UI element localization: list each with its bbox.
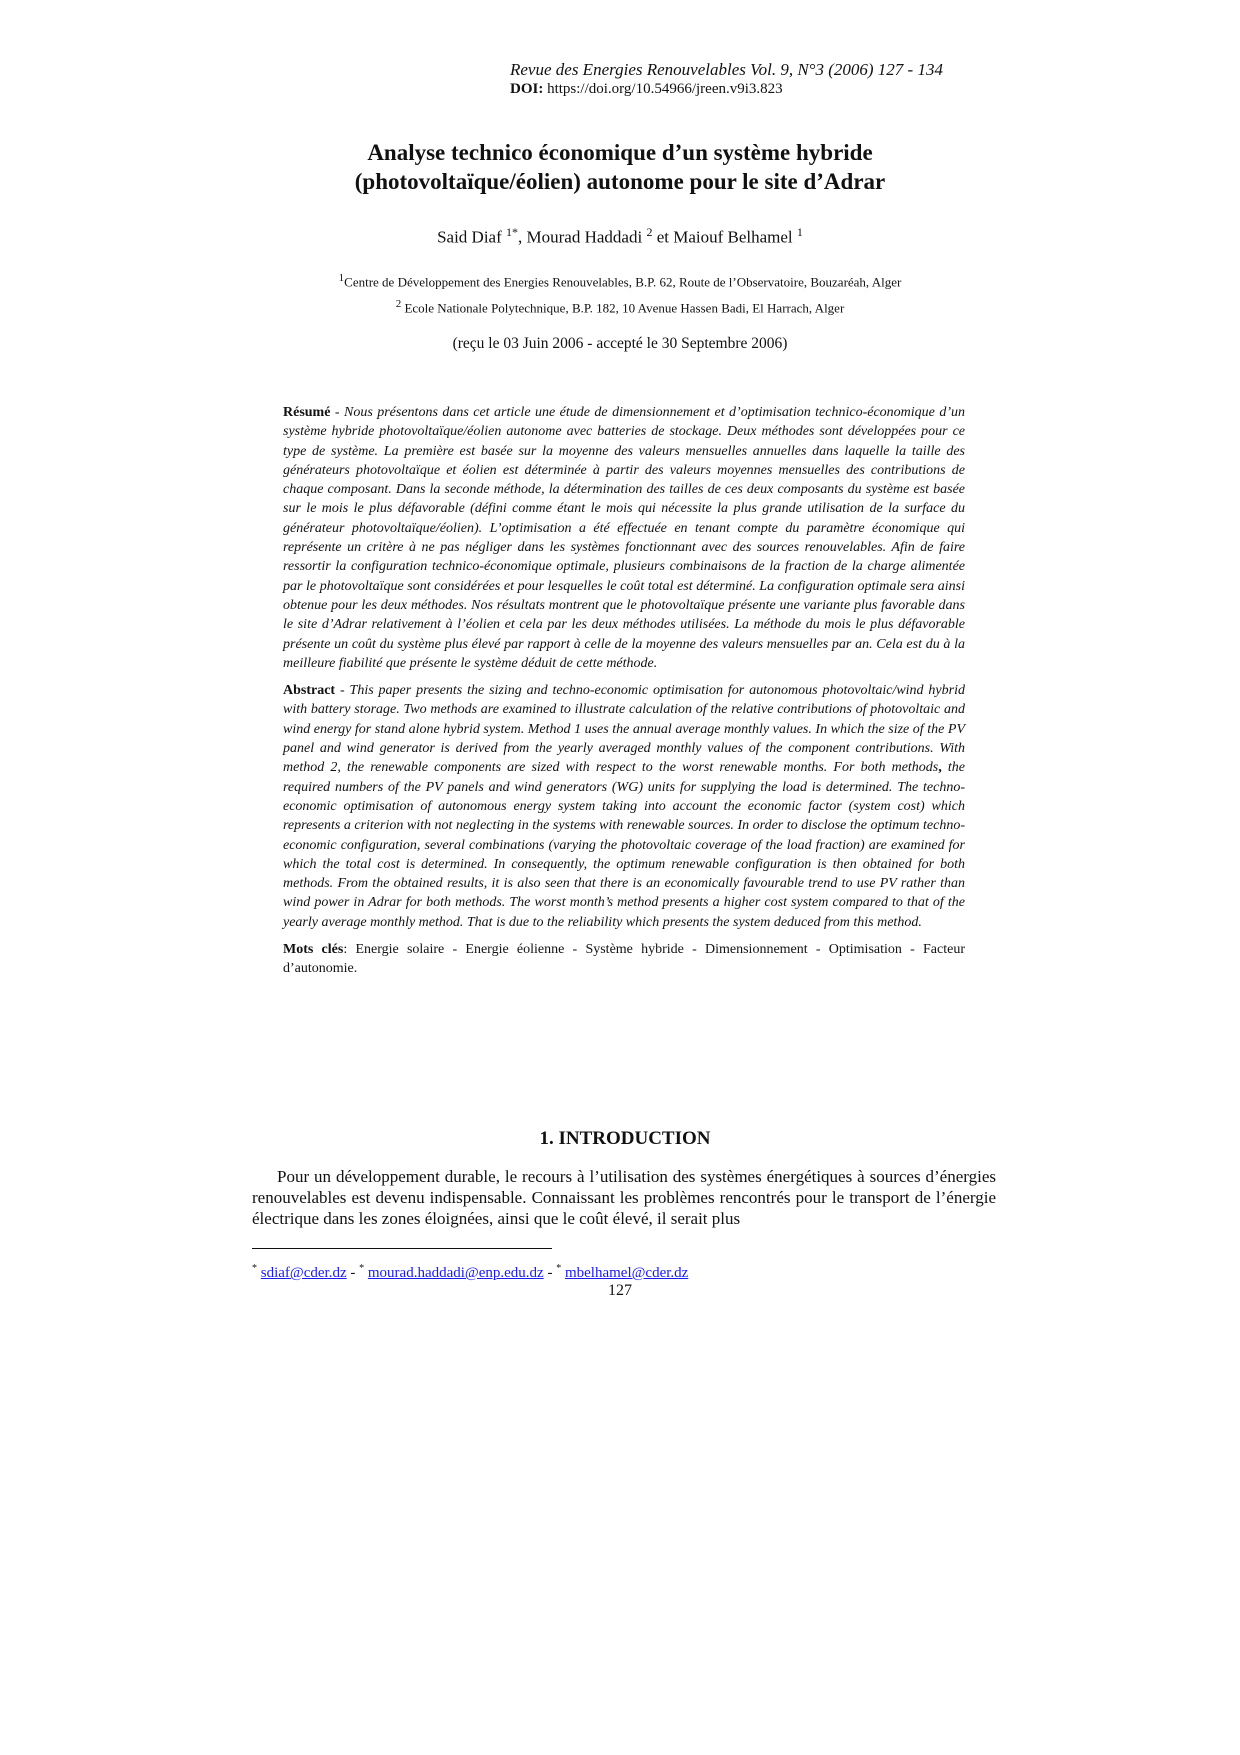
- page-number: 127: [608, 1282, 632, 1299]
- title-line-1: Analyse technico économique d’un système hybride: [367, 140, 873, 165]
- author-affiliation-mark: 2: [646, 225, 653, 239]
- affiliation-item: [250, 293, 990, 319]
- footnote-marker: *: [252, 1263, 257, 1274]
- footnote-marker: *: [556, 1263, 562, 1274]
- doi-value: https://doi.org/10.54966/jreen.v9i3.823: [547, 81, 783, 97]
- keywords-paragraph: [283, 940, 965, 979]
- author-list: [250, 220, 990, 250]
- keywords-label: Mots clés: [283, 942, 344, 958]
- footnote-emails: [252, 1260, 688, 1282]
- author-separator: ,: [518, 227, 527, 247]
- doi-line: [510, 80, 1010, 98]
- author-name: Said Diaf: [437, 227, 502, 247]
- journal-header: [510, 60, 1010, 98]
- affiliation-text: Ecole Nationale Polytechnique, B.P. 182, 10 Avenue Hassen Badi, El Harrach, Alger: [404, 300, 845, 316]
- resume-dash: -: [330, 405, 344, 420]
- abstract-text-part2: the required numbers of the PV panels and wind generators (WG) units for supplying the load is determined. The techno-economic optimisation of autonomous energy system taking into account the economic factor (system cost) which represents a criterion with not neglecting in the systems with renewable sources. In order to disclose the optimum techno-economic configuration, several combinations (varying the photovoltaic coverage of the load fraction) are examined for which the total cost is determined. In consequently, the optimum renewable configuration is then obtained for both methods. From the obtained results, it is also seen that there is an economically favourable trend to use PV rather than wind power in Adrar for both methods. The worst month’s method presents a higher cost system compared to that of the yearly average monthly method. That is due to the reliability which presents the system deduced from this method.: [283, 760, 966, 930]
- affiliation-number: 1: [338, 272, 345, 284]
- email-link-haddadi[interactable]: mourad.haddadi@enp.edu.dz: [367, 1265, 544, 1281]
- email-link-diaf[interactable]: sdiaf@cder.dz: [260, 1265, 347, 1281]
- resume-paragraph: [283, 403, 965, 673]
- affiliation-number: 2: [395, 298, 402, 311]
- footnote-marker: *: [359, 1263, 365, 1274]
- abstract-paragraph: [283, 681, 965, 932]
- author-affiliation-mark: 1: [796, 225, 803, 239]
- resume-text: Nous présentons dans cet article une étude de dimensionnement et d’optimisation technico-économique d’un système hybride photovoltaïque/éolien autonome avec batteries de stockage. Deux méthodes sont développées pour ce type de système. La première est basée sur la moyenne des valeurs mensuelles annuelles dans laquelle la taille des générateurs photovoltaïque et éolien est déterminée à partir des valeurs moyennes mensuelles des contributions de chaque composant. Dans la seconde méthode, la détermination des tailles de ces deux composants du système est basée sur le mois le plus défavorable (défini comme étant le mois qui nécessite la plus grande utilisation de la surface du générateur photovoltaïque/éolien). L’optimisation a été effectuée en tenant compte du paramètre économique qui représente un critère à ne pas négliger dans les systèmes fonctionnant avec des sources renouvelables. Afin de faire ressortir la configuration technico-économique optimale, plusieurs combinaisons de la fraction de la charge alimentée par le photovoltaïque sont considérées et pour lesquelles le coût total est déterminé. La configuration optimale sera ainsi obtenue pour les deux méthodes. Nos résultats montrent que le photovoltaïque présente une variante plus favorable dans le site d’Adrar relativement à l’éolien et cela par les deux méthodes utilisées. La méthode du mois le plus défavorable présente un coût du système plus élevé par rapport à celle de la moyenne des valeurs mensuelles par an. Cela est du à la meilleure fiabilité que présente le système déduit de cette méthode.: [283, 405, 965, 671]
- author-separator: et: [652, 227, 674, 247]
- received-dates: (reçu le 03 Juin 2006 - accepté le 30 Septembre 2006): [452, 335, 788, 352]
- doi-label: DOI:: [510, 81, 544, 97]
- footnote-divider: [252, 1248, 552, 1249]
- abstract-label: Abstract: [283, 683, 336, 699]
- abstract-section: [283, 403, 965, 987]
- email-link-belhamel[interactable]: mbelhamel@cder.dz: [564, 1265, 689, 1281]
- author-name: Maiouf Belhamel: [673, 227, 793, 247]
- abstract-text-part1: This paper presents the sizing and techno-economic optimisation for autonomous photovoltaic/wind hybrid with battery storage. Two methods are examined to illustrate calculation of the relative contributions of photovoltaic and wind energy for stand alone hybrid system. Method 1 uses the annual average monthly values. In which the size of the PV panel and wind generator is derived from the yearly averaged monthly values of the component contributions. With method 2, the renewable components are sized with respect to the worst renewable months. For both methods: [283, 683, 965, 776]
- author-name: Mourad Haddadi: [526, 227, 643, 247]
- author-affiliation-mark: 1*: [506, 225, 519, 239]
- affiliation-text: Centre de Développement des Energies Renouvelables, B.P. 62, Route de l’Observatoire, Bouzaréah, Alger: [344, 274, 902, 290]
- affiliation-item: [250, 267, 990, 293]
- footnote-separator: -: [543, 1265, 557, 1281]
- section-heading-introduction: 1. INTRODUCTION: [539, 1128, 711, 1149]
- title-line-2: (photovoltaïque/éolien) autonome pour le site d’Adrar: [354, 169, 886, 194]
- keywords-text: : Energie solaire - Energie éolienne - Système hybride - Dimensionnement - Optimisation - Facteur d’autonomie.: [283, 942, 965, 977]
- journal-citation: Revue des Energies Renouvelables Vol. 9, N°3 (2006) 127 - 134: [510, 60, 943, 79]
- abstract-dash: -: [335, 683, 350, 699]
- abstract-bold-comma: ,: [938, 760, 942, 776]
- resume-label: Résumé: [283, 405, 331, 420]
- footnote-separator: -: [346, 1265, 360, 1281]
- introduction-paragraph: Pour un développement durable, le recours à l’utilisation des systèmes énergétiques à sources d’énergies renouvelables est devenu indispensable. Connaissant les problèmes rencontrés pour le transport de l’énergie électrique dans les zones éloignées, ainsi que le coût élevé, il serait plus: [252, 1167, 996, 1228]
- paper-title: [250, 138, 990, 196]
- affiliations: [250, 267, 990, 320]
